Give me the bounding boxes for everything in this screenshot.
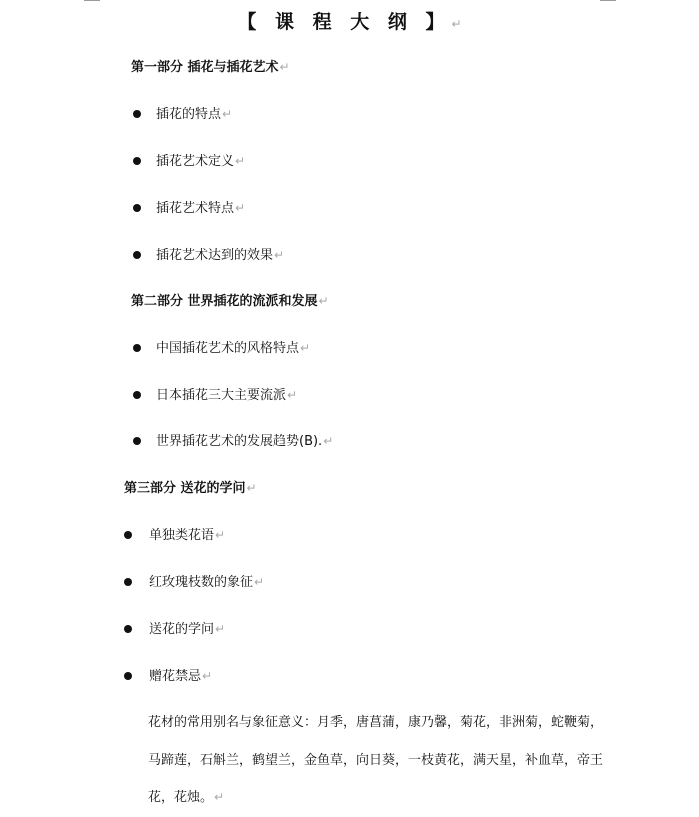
section-heading-text: 第一部分 插花与插花艺术: [131, 60, 279, 75]
list-item-text: 插花的特点: [156, 107, 222, 122]
bullet-icon: [124, 578, 132, 586]
section-heading-2[interactable]: [131, 292, 329, 311]
list-item-text: 日本插花三大主要流派: [156, 388, 287, 403]
list-item-text: 插花艺术定义: [156, 154, 235, 169]
list-item-text: 世界插花艺术的发展趋势(B).: [156, 434, 323, 449]
list-item-text: 插花艺术特点: [156, 201, 235, 216]
list-item[interactable]: [156, 105, 232, 124]
paragraph-mark-icon: ↵: [246, 481, 257, 495]
bullet-icon: [124, 625, 132, 633]
body-paragraph-text: 花材的常用别名与象征意义：月季，唐菖蒲，康乃馨，菊花，非洲菊，蛇鞭菊，马蹄莲，石斛兰，鹤望兰，金鱼草，向日葵，一枝黄花，满天星，补血草，帝王花，花烛。: [148, 715, 604, 805]
list-item-text: 赠花禁忌: [149, 669, 202, 684]
paragraph-mark-icon: ↵: [215, 622, 226, 636]
list-item[interactable]: [156, 432, 333, 451]
paragraph-mark-icon: ↵: [323, 434, 334, 448]
list-item[interactable]: [149, 573, 264, 592]
bullet-icon: [133, 110, 141, 118]
section-heading-text: 第三部分 送花的学问: [124, 481, 246, 496]
paragraph-mark-icon: ↵: [235, 201, 246, 215]
list-item-text: 插花艺术达到的效果: [156, 248, 274, 263]
paragraph-mark-icon: ↵: [318, 294, 329, 308]
bullet-icon: [133, 157, 141, 165]
bullet-icon: [133, 204, 141, 212]
list-item[interactable]: [149, 526, 225, 545]
document-title-text: 【 课 程 大 纲 】: [237, 11, 451, 33]
list-item[interactable]: [156, 339, 310, 358]
paragraph-mark-icon: ↵: [254, 575, 265, 589]
list-item[interactable]: [156, 386, 297, 405]
paragraph-mark-icon: ↵: [222, 107, 233, 121]
list-item-text: 红玫瑰枝数的象征: [149, 575, 254, 590]
paragraph-mark-icon: ↵: [235, 154, 246, 168]
body-paragraph[interactable]: [148, 704, 610, 817]
paragraph-mark-icon: ↵: [300, 341, 311, 355]
list-item-text: 送花的学问: [149, 622, 215, 637]
paragraph-mark-icon: ↵: [279, 60, 290, 74]
paragraph-mark-icon: ↵: [451, 17, 462, 31]
list-item[interactable]: [156, 246, 284, 265]
bullet-icon: [133, 437, 141, 445]
paragraph-mark-icon: ↵: [287, 388, 298, 402]
list-item[interactable]: [149, 667, 212, 686]
bullet-icon: [133, 344, 141, 352]
paragraph-mark-icon: ↵: [214, 790, 225, 804]
paragraph-mark-icon: ↵: [215, 528, 226, 542]
page-corner-mark-right: [600, 0, 616, 1]
section-heading-3[interactable]: [124, 479, 257, 498]
paragraph-mark-icon: ↵: [202, 669, 213, 683]
document-title[interactable]: [0, 10, 699, 36]
paragraph-mark-icon: ↵: [274, 248, 285, 262]
list-item[interactable]: [149, 620, 225, 639]
bullet-icon: [133, 251, 141, 259]
section-heading-text: 第二部分 世界插花的流派和发展: [131, 294, 318, 309]
bullet-icon: [124, 672, 132, 680]
section-heading-1[interactable]: [131, 58, 290, 77]
bullet-icon: [124, 531, 132, 539]
bullet-icon: [133, 391, 141, 399]
list-item[interactable]: [156, 152, 245, 171]
page-corner-mark-left: [84, 0, 100, 1]
list-item-text: 中国插花艺术的风格特点: [156, 341, 300, 356]
list-item-text: 单独类花语: [149, 528, 215, 543]
list-item[interactable]: [156, 199, 245, 218]
